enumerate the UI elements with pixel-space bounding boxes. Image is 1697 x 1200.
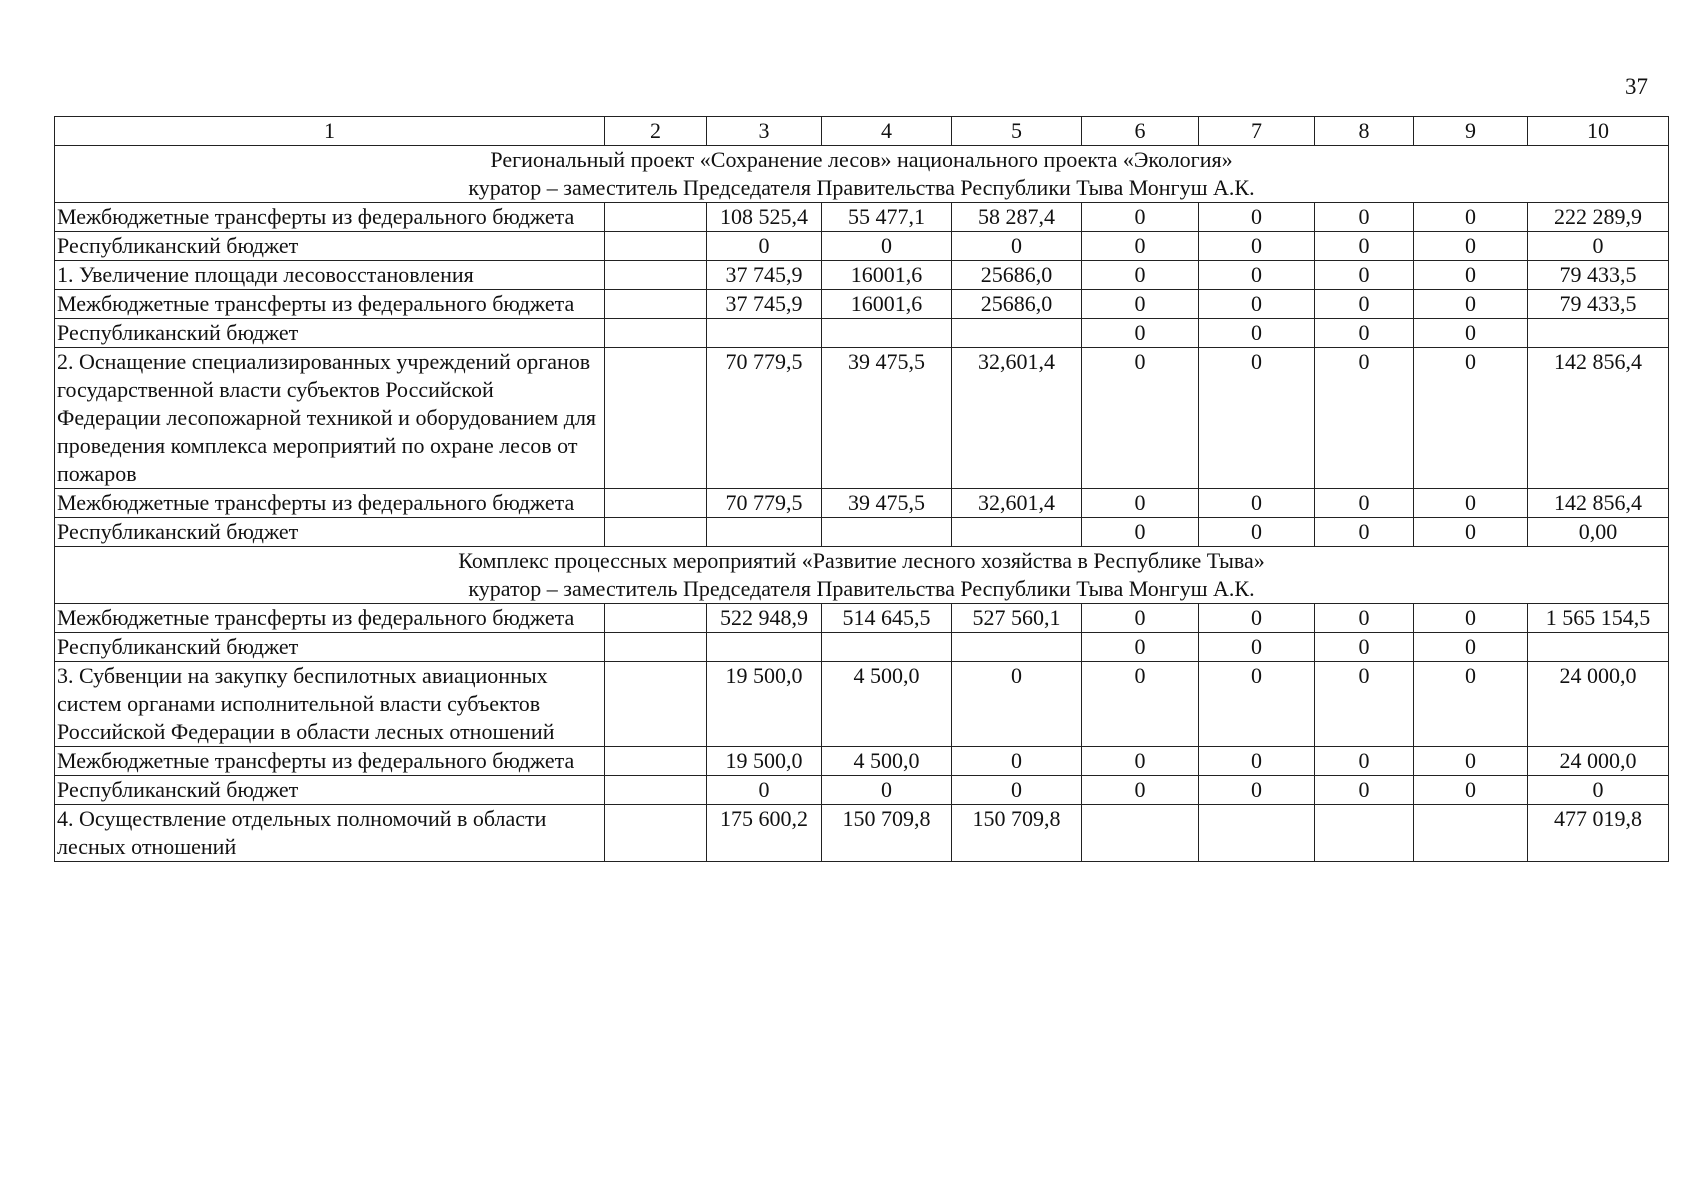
value-cell: 477 019,8	[1528, 805, 1669, 862]
value-cell: 0	[1528, 232, 1669, 261]
value-cell: 0	[1414, 489, 1528, 518]
value-cell: 0	[1315, 319, 1414, 348]
value-cell: 0	[1082, 604, 1199, 633]
value-cell: 0	[1315, 747, 1414, 776]
row-label: 4. Осуществление отдельных полномочий в области лесных отношений	[55, 805, 605, 862]
column-header: 2	[605, 117, 707, 146]
table-row	[55, 805, 1669, 862]
value-cell	[605, 805, 707, 862]
value-cell: 0	[1199, 348, 1315, 489]
value-cell: 0	[1414, 776, 1528, 805]
value-cell	[1528, 633, 1669, 662]
page-number: 37	[1625, 74, 1648, 99]
value-cell: 0	[952, 776, 1082, 805]
column-header: 10	[1528, 117, 1669, 146]
value-cell	[605, 203, 707, 232]
value-cell: 0	[1199, 203, 1315, 232]
row-label: Межбюджетные трансферты из федерального бюджета	[55, 747, 605, 776]
value-cell: 0	[1315, 203, 1414, 232]
value-cell: 0	[1082, 261, 1199, 290]
value-cell: 0	[1528, 776, 1669, 805]
value-cell: 222 289,9	[1528, 203, 1669, 232]
value-cell	[605, 604, 707, 633]
value-cell: 0	[1315, 633, 1414, 662]
value-cell	[605, 261, 707, 290]
row-label: Республиканский бюджет	[55, 633, 605, 662]
value-cell: 0	[1414, 319, 1528, 348]
column-header: 8	[1315, 117, 1414, 146]
value-cell: 150 709,8	[822, 805, 952, 862]
value-cell: 0	[1199, 290, 1315, 319]
value-cell: 0	[1199, 261, 1315, 290]
value-cell: 25686,0	[952, 290, 1082, 319]
value-cell	[822, 633, 952, 662]
table-row	[55, 776, 1669, 805]
row-label: Межбюджетные трансферты из федерального бюджета	[55, 604, 605, 633]
value-cell: 0	[1315, 232, 1414, 261]
value-cell: 0	[1414, 633, 1528, 662]
value-cell: 0	[1199, 776, 1315, 805]
table-row	[55, 348, 1669, 489]
value-cell: 0	[1082, 633, 1199, 662]
value-cell: 0	[822, 232, 952, 261]
row-label: 1. Увеличение площади лесовосстановления	[55, 261, 605, 290]
column-header: 3	[707, 117, 822, 146]
value-cell: 150 709,8	[952, 805, 1082, 862]
value-cell: 0	[1199, 489, 1315, 518]
value-cell: 0	[1199, 633, 1315, 662]
column-header: 6	[1082, 117, 1199, 146]
value-cell: 0	[1082, 662, 1199, 747]
value-cell: 0,00	[1528, 518, 1669, 547]
value-cell: 4 500,0	[822, 662, 952, 747]
value-cell: 79 433,5	[1528, 290, 1669, 319]
value-cell	[707, 518, 822, 547]
row-label: Республиканский бюджет	[55, 518, 605, 547]
section-title-line: Региональный проект «Сохранение лесов» национального проекта «Экология»	[490, 147, 1233, 172]
value-cell	[605, 662, 707, 747]
table-row	[55, 633, 1669, 662]
table-row	[55, 518, 1669, 547]
value-cell: 0	[1315, 518, 1414, 547]
row-label: Межбюджетные трансферты из федерального бюджета	[55, 489, 605, 518]
section-header-row	[55, 547, 1669, 604]
value-cell	[605, 776, 707, 805]
value-cell: 79 433,5	[1528, 261, 1669, 290]
table-row	[55, 604, 1669, 633]
value-cell	[605, 633, 707, 662]
value-cell: 55 477,1	[822, 203, 952, 232]
value-cell: 527 560,1	[952, 604, 1082, 633]
section-title-line: куратор – заместитель Председателя Правительства Республики Тыва Монгуш А.К.	[468, 175, 1255, 200]
table-row	[55, 290, 1669, 319]
value-cell: 0	[1315, 489, 1414, 518]
value-cell: 522 948,9	[707, 604, 822, 633]
value-cell	[605, 232, 707, 261]
value-cell: 0	[1199, 747, 1315, 776]
value-cell: 39 475,5	[822, 489, 952, 518]
value-cell: 4 500,0	[822, 747, 952, 776]
value-cell	[822, 518, 952, 547]
value-cell: 0	[1315, 776, 1414, 805]
value-cell	[605, 319, 707, 348]
value-cell	[605, 518, 707, 547]
value-cell: 0	[1315, 662, 1414, 747]
value-cell	[1199, 805, 1315, 862]
value-cell: 0	[1315, 604, 1414, 633]
value-cell: 1 565 154,5	[1528, 604, 1669, 633]
value-cell: 0	[1082, 348, 1199, 489]
value-cell	[605, 747, 707, 776]
value-cell: 70 779,5	[707, 489, 822, 518]
value-cell: 0	[1414, 604, 1528, 633]
value-cell: 0	[1414, 747, 1528, 776]
value-cell: 0	[1199, 232, 1315, 261]
value-cell: 0	[1414, 518, 1528, 547]
column-header: 5	[952, 117, 1082, 146]
value-cell: 108 525,4	[707, 203, 822, 232]
row-label: Республиканский бюджет	[55, 776, 605, 805]
value-cell: 0	[1082, 203, 1199, 232]
section-title-line: куратор – заместитель Председателя Правительства Республики Тыва Монгуш А.К.	[468, 576, 1255, 601]
value-cell: 0	[707, 232, 822, 261]
value-cell: 0	[1414, 662, 1528, 747]
table-row	[55, 489, 1669, 518]
value-cell: 0	[1082, 518, 1199, 547]
value-cell	[1315, 805, 1414, 862]
value-cell: 0	[952, 232, 1082, 261]
value-cell: 0	[1414, 348, 1528, 489]
value-cell: 0	[1414, 232, 1528, 261]
value-cell: 0	[1199, 319, 1315, 348]
value-cell	[1528, 319, 1669, 348]
value-cell: 58 287,4	[952, 203, 1082, 232]
column-header: 1	[55, 117, 605, 146]
value-cell	[822, 319, 952, 348]
row-label: 2. Оснащение специализированных учреждений органов государственной власти субъектов Российской Федерации лесопожарной техникой и оборудованием для проведения комплекса мероприятий по охране лесов от пожаров	[55, 348, 605, 489]
value-cell	[952, 633, 1082, 662]
value-cell: 19 500,0	[707, 747, 822, 776]
value-cell: 0	[822, 776, 952, 805]
row-label: Межбюджетные трансферты из федерального бюджета	[55, 203, 605, 232]
value-cell: 0	[1199, 662, 1315, 747]
section-title	[55, 547, 1669, 604]
value-cell	[952, 518, 1082, 547]
value-cell: 32,601,4	[952, 489, 1082, 518]
value-cell: 0	[1199, 604, 1315, 633]
value-cell: 32,601,4	[952, 348, 1082, 489]
value-cell	[952, 319, 1082, 348]
value-cell: 39 475,5	[822, 348, 952, 489]
value-cell: 175 600,2	[707, 805, 822, 862]
column-header: 7	[1199, 117, 1315, 146]
value-cell: 37 745,9	[707, 290, 822, 319]
value-cell: 0	[1315, 290, 1414, 319]
value-cell: 142 856,4	[1528, 489, 1669, 518]
value-cell: 0	[952, 662, 1082, 747]
value-cell: 16001,6	[822, 290, 952, 319]
value-cell: 142 856,4	[1528, 348, 1669, 489]
section-title-line: Комплекс процессных мероприятий «Развитие лесного хозяйства в Республике Тыва»	[458, 548, 1265, 573]
column-header: 4	[822, 117, 952, 146]
value-cell: 19 500,0	[707, 662, 822, 747]
table-row	[55, 232, 1669, 261]
table-row	[55, 662, 1669, 747]
column-header: 9	[1414, 117, 1528, 146]
value-cell: 0	[1414, 203, 1528, 232]
column-header-row	[55, 117, 1669, 146]
row-label: 3. Субвенции на закупку беспилотных авиационных систем органами исполнительной власти субъектов Российской Федерации в области лесных отношений	[55, 662, 605, 747]
value-cell: 0	[1199, 518, 1315, 547]
value-cell: 0	[1414, 261, 1528, 290]
value-cell: 24 000,0	[1528, 747, 1669, 776]
section-header-row	[55, 146, 1669, 203]
section-title	[55, 146, 1669, 203]
value-cell: 70 779,5	[707, 348, 822, 489]
value-cell	[1414, 805, 1528, 862]
value-cell: 24 000,0	[1528, 662, 1669, 747]
value-cell: 0	[1082, 747, 1199, 776]
row-label: Межбюджетные трансферты из федерального бюджета	[55, 290, 605, 319]
value-cell	[605, 290, 707, 319]
value-cell	[707, 633, 822, 662]
value-cell	[605, 489, 707, 518]
value-cell	[605, 348, 707, 489]
table-row	[55, 319, 1669, 348]
value-cell: 16001,6	[822, 261, 952, 290]
value-cell: 0	[1315, 261, 1414, 290]
value-cell	[707, 319, 822, 348]
value-cell: 514 645,5	[822, 604, 952, 633]
value-cell	[1082, 805, 1199, 862]
value-cell: 0	[1082, 319, 1199, 348]
value-cell: 0	[952, 747, 1082, 776]
value-cell: 37 745,9	[707, 261, 822, 290]
value-cell: 0	[1414, 290, 1528, 319]
value-cell: 0	[1315, 348, 1414, 489]
value-cell: 0	[707, 776, 822, 805]
value-cell: 0	[1082, 776, 1199, 805]
value-cell: 0	[1082, 232, 1199, 261]
value-cell: 25686,0	[952, 261, 1082, 290]
budget-table	[54, 116, 1669, 862]
table-row	[55, 203, 1669, 232]
row-label: Республиканский бюджет	[55, 232, 605, 261]
value-cell: 0	[1082, 290, 1199, 319]
value-cell: 0	[1082, 489, 1199, 518]
row-label: Республиканский бюджет	[55, 319, 605, 348]
table-row	[55, 261, 1669, 290]
table-row	[55, 747, 1669, 776]
